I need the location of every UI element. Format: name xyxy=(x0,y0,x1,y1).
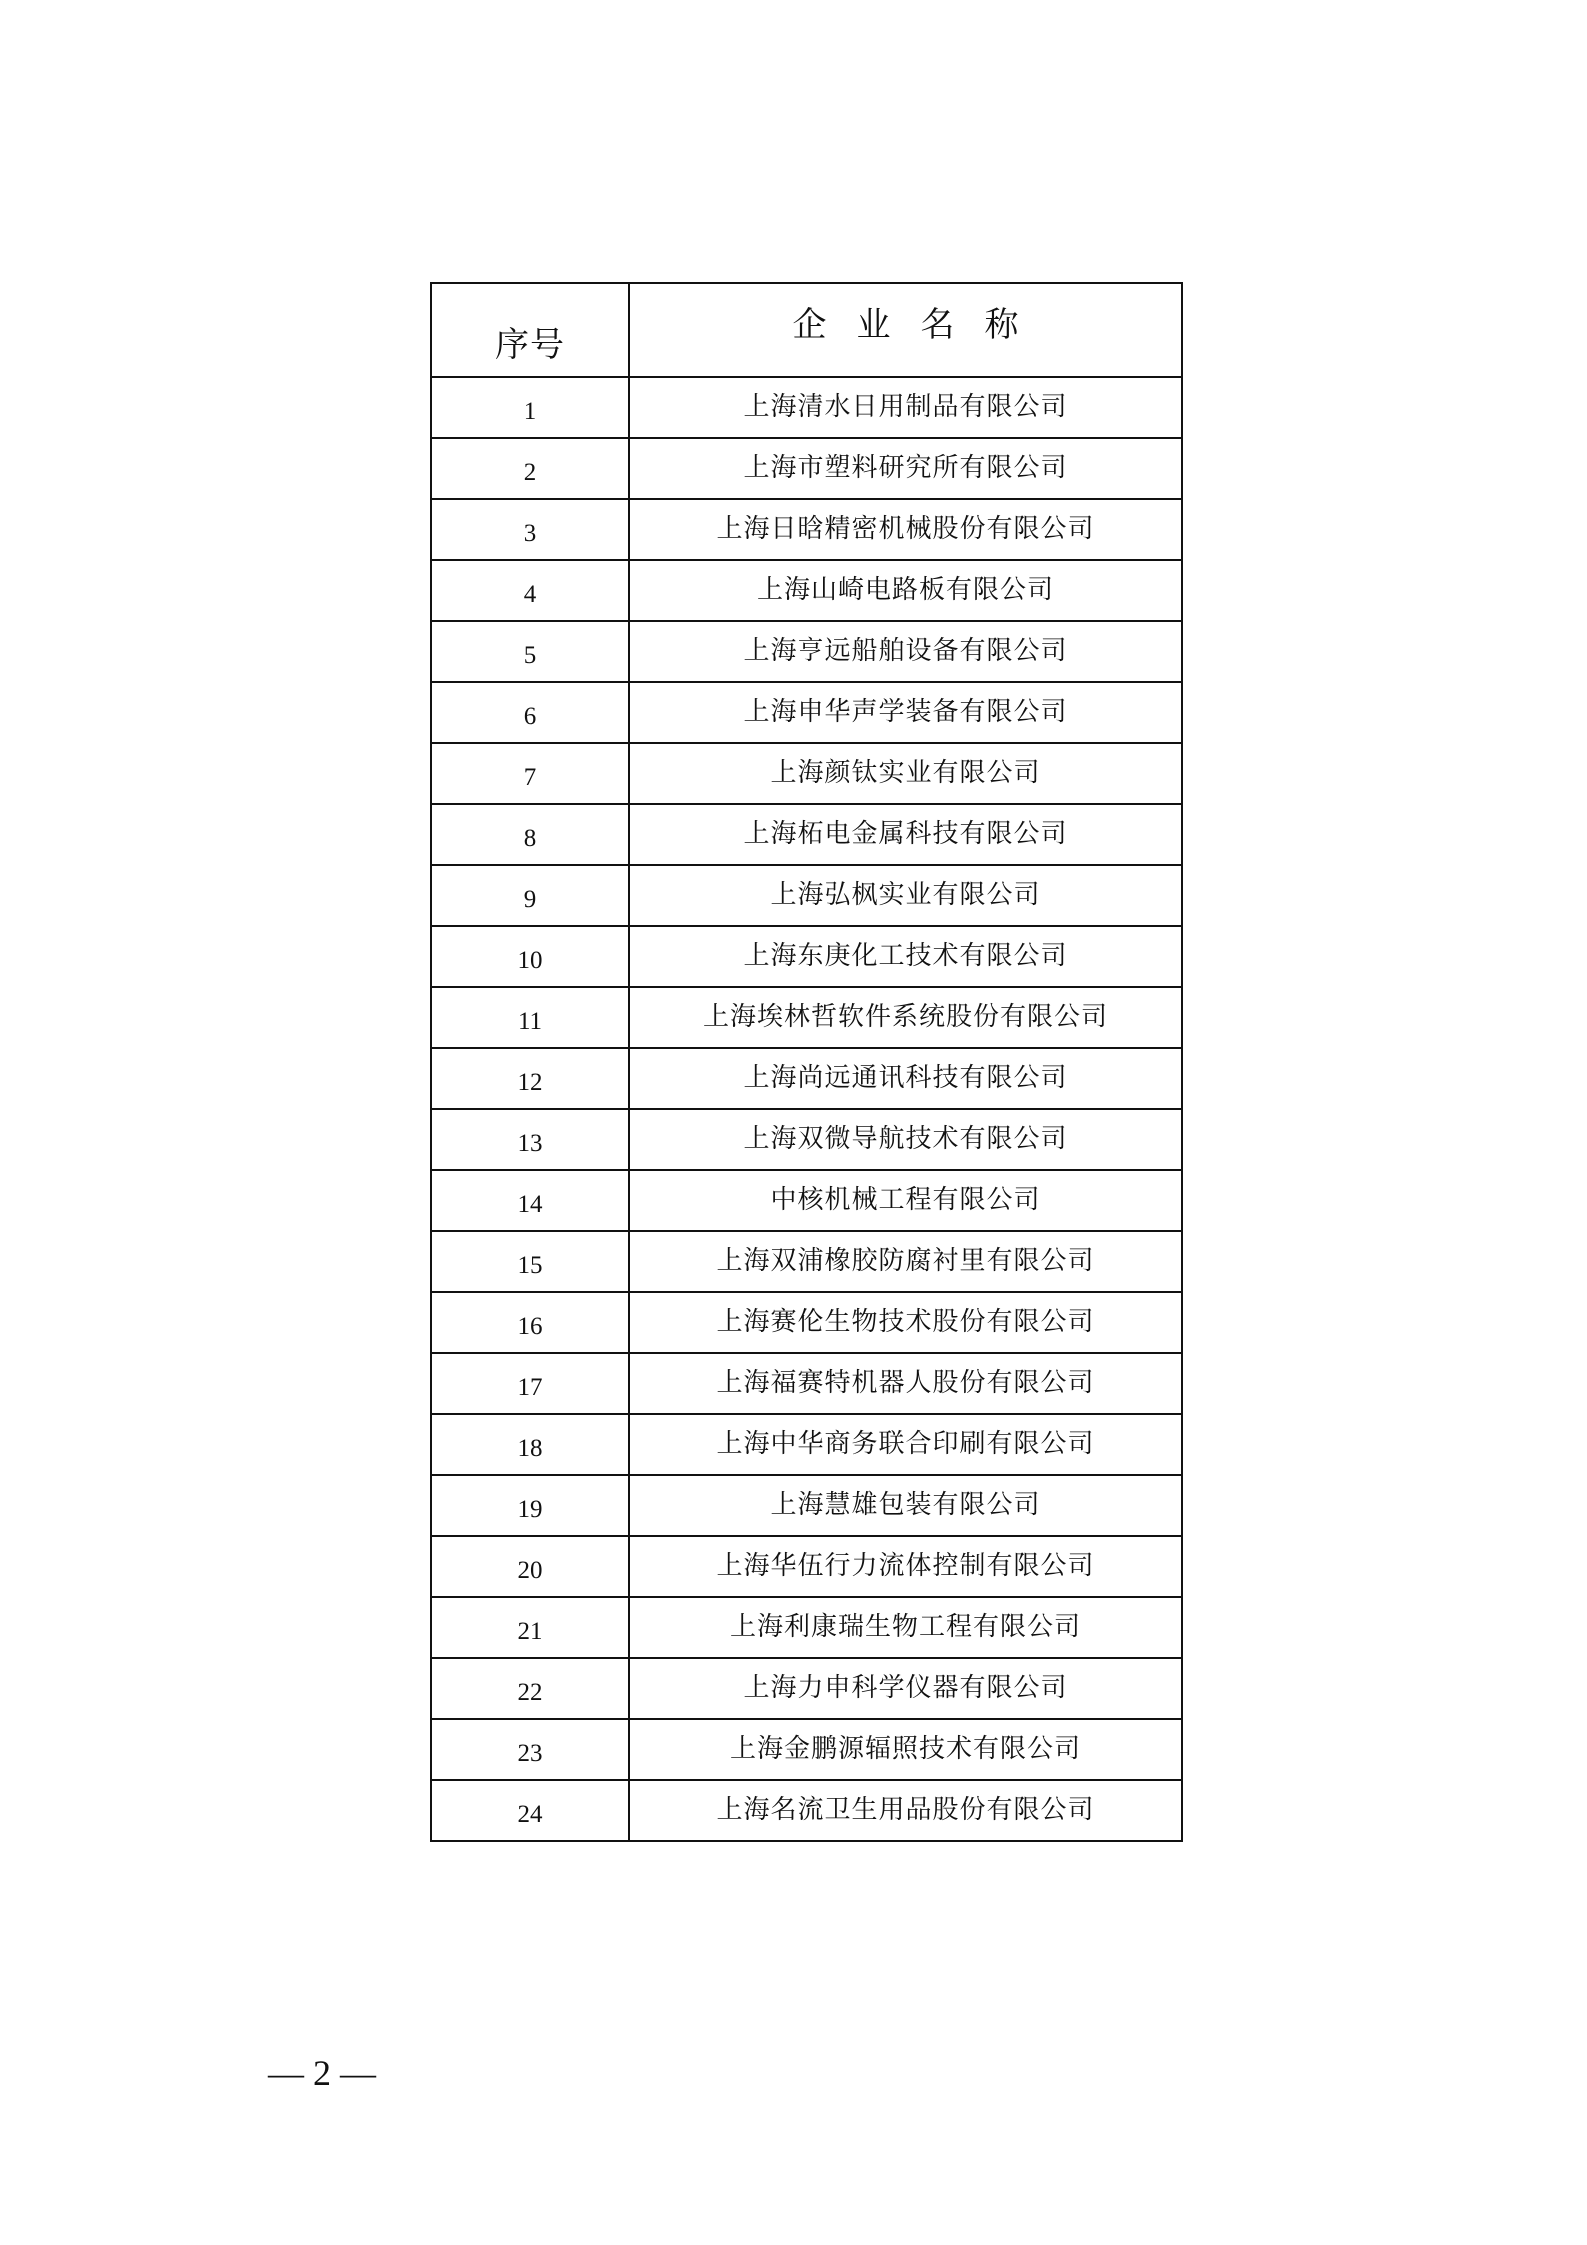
row-index: 13 xyxy=(431,1109,629,1170)
row-index: 4 xyxy=(431,560,629,621)
enterprise-table xyxy=(430,282,1183,1842)
row-index: 1 xyxy=(431,377,629,438)
company-name: 上海申华声学装备有限公司 xyxy=(629,682,1182,743)
row-index: 20 xyxy=(431,1536,629,1597)
row-index: 10 xyxy=(431,926,629,987)
row-index: 12 xyxy=(431,1048,629,1109)
row-index: 3 xyxy=(431,499,629,560)
table-row xyxy=(431,682,1182,743)
company-name: 上海赛伦生物技术股份有限公司 xyxy=(629,1292,1182,1353)
company-name: 上海利康瑞生物工程有限公司 xyxy=(629,1597,1182,1658)
company-name: 上海慧雄包装有限公司 xyxy=(629,1475,1182,1536)
row-index: 15 xyxy=(431,1231,629,1292)
company-name: 上海市塑料研究所有限公司 xyxy=(629,438,1182,499)
company-name: 上海双微导航技术有限公司 xyxy=(629,1109,1182,1170)
company-name: 上海名流卫生用品股份有限公司 xyxy=(629,1780,1182,1841)
company-name: 中核机械工程有限公司 xyxy=(629,1170,1182,1231)
row-index: 5 xyxy=(431,621,629,682)
table-row xyxy=(431,1475,1182,1536)
table-row xyxy=(431,1536,1182,1597)
table-row xyxy=(431,377,1182,438)
page-number: — 2 — xyxy=(268,2053,376,2093)
table-body xyxy=(431,377,1182,1841)
company-name: 上海清水日用制品有限公司 xyxy=(629,377,1182,438)
table-row xyxy=(431,438,1182,499)
table-row xyxy=(431,499,1182,560)
table-row xyxy=(431,1353,1182,1414)
company-name: 上海弘枫实业有限公司 xyxy=(629,865,1182,926)
company-name: 上海埃林哲软件系统股份有限公司 xyxy=(629,987,1182,1048)
row-index: 6 xyxy=(431,682,629,743)
company-name: 上海颜钛实业有限公司 xyxy=(629,743,1182,804)
table-row xyxy=(431,1719,1182,1780)
row-index: 17 xyxy=(431,1353,629,1414)
header-company-name: 企业名称 xyxy=(629,283,1182,377)
company-name: 上海中华商务联合印刷有限公司 xyxy=(629,1414,1182,1475)
row-index: 21 xyxy=(431,1597,629,1658)
table-row xyxy=(431,621,1182,682)
table-row xyxy=(431,1658,1182,1719)
row-index: 23 xyxy=(431,1719,629,1780)
table-row xyxy=(431,1170,1182,1231)
table-row xyxy=(431,560,1182,621)
company-name: 上海山崎电路板有限公司 xyxy=(629,560,1182,621)
table-row xyxy=(431,987,1182,1048)
row-index: 11 xyxy=(431,987,629,1048)
company-name: 上海东庚化工技术有限公司 xyxy=(629,926,1182,987)
row-index: 24 xyxy=(431,1780,629,1841)
row-index: 22 xyxy=(431,1658,629,1719)
table-row xyxy=(431,1597,1182,1658)
header-index: 序号 xyxy=(431,283,629,377)
company-name: 上海尚远通讯科技有限公司 xyxy=(629,1048,1182,1109)
table-row xyxy=(431,865,1182,926)
table-header xyxy=(431,283,1182,377)
company-name: 上海柘电金属科技有限公司 xyxy=(629,804,1182,865)
row-index: 14 xyxy=(431,1170,629,1231)
row-index: 16 xyxy=(431,1292,629,1353)
company-name: 上海华伍行力流体控制有限公司 xyxy=(629,1536,1182,1597)
table-row xyxy=(431,1109,1182,1170)
row-index: 19 xyxy=(431,1475,629,1536)
company-name: 上海日晗精密机械股份有限公司 xyxy=(629,499,1182,560)
header-row xyxy=(431,283,1182,377)
company-name: 上海金鹏源辐照技术有限公司 xyxy=(629,1719,1182,1780)
table-row xyxy=(431,1414,1182,1475)
company-name: 上海双浦橡胶防腐衬里有限公司 xyxy=(629,1231,1182,1292)
table-row xyxy=(431,1048,1182,1109)
table-row xyxy=(431,1231,1182,1292)
table-row xyxy=(431,926,1182,987)
company-name: 上海福赛特机器人股份有限公司 xyxy=(629,1353,1182,1414)
table-row xyxy=(431,1292,1182,1353)
table-row xyxy=(431,1780,1182,1841)
row-index: 8 xyxy=(431,804,629,865)
row-index: 2 xyxy=(431,438,629,499)
company-name: 上海力申科学仪器有限公司 xyxy=(629,1658,1182,1719)
row-index: 7 xyxy=(431,743,629,804)
row-index: 18 xyxy=(431,1414,629,1475)
row-index: 9 xyxy=(431,865,629,926)
company-name: 上海亨远船舶设备有限公司 xyxy=(629,621,1182,682)
table-row xyxy=(431,743,1182,804)
table-row xyxy=(431,804,1182,865)
